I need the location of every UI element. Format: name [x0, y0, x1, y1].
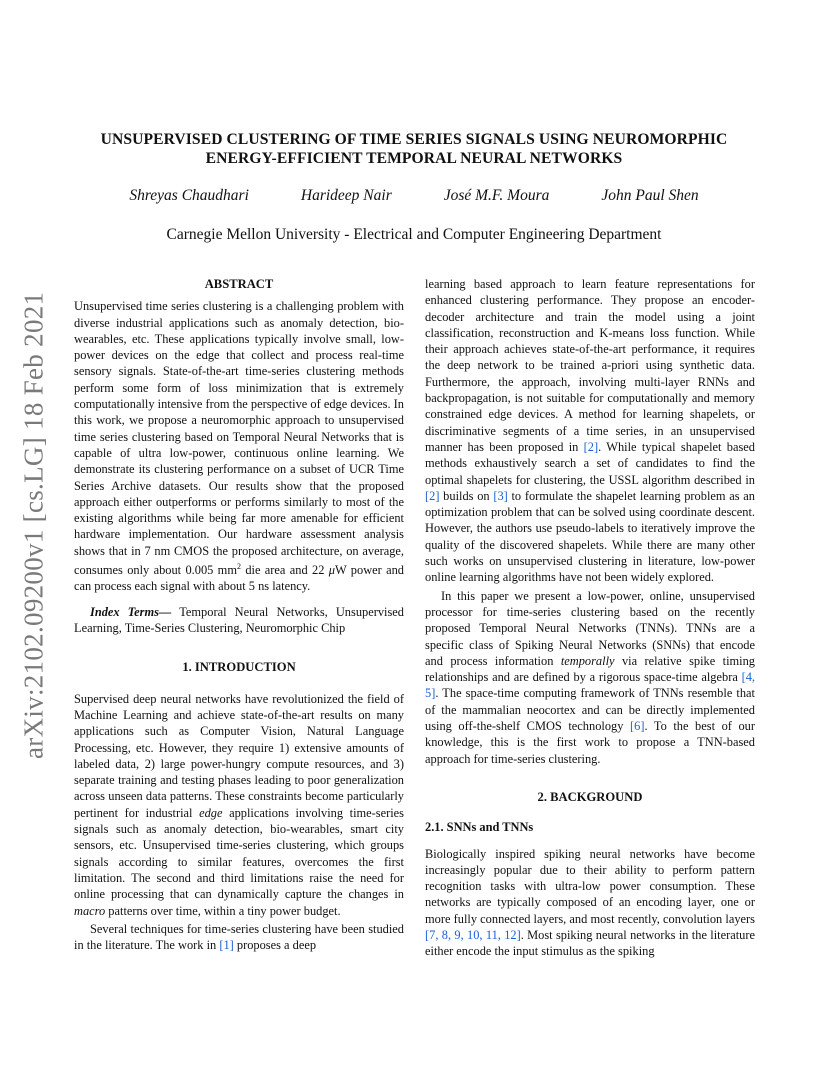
- paragraph-text: Biologically inspired spiking neural networks have become increasingly popular due to their ability to perform pattern recognition tasks with ultra-low power consumption. These networks are typically composed of an encoding layer, one or more fully connected layers, and most recently, convolution layers: [425, 846, 755, 926]
- abstract-text-part: Unsupervised time series clustering is a challenging problem with diverse industrial applications such as anomaly detection, bio-wearables, etc. These applications typically involve small, low-power devices on the edge that collect and process real-time sensory signals. State-of-the-art time-series clustering methods perform some form of loss minimization that is extremely computationally intensive from the perspective of edge devices. In this work, we propose a neuromorphic approach to unsupervised time series clustering based on Temporal Neural Networks that is capable of ultra low-power, continuous online learning. We demonstrate its clustering performance on a subset of UCR Time Series Archive datasets. Our results show that the proposed approach either outperforms or performs similarly to most of the existing algorithms while being far more amenable for efficient hardware implementation. Our hardware assessment analysis shows that in 7 nm CMOS the proposed architecture, on average, consumes only about 0.005 mm: [74, 299, 404, 578]
- paragraph-text: to formulate the shapelet learning problem as an optimization problem that can be solved using coordinate descent. However, the authors use pseudo-labels to iteratively improve the quality of the discovered shapelets. While there are many other such works on unsupervised clustering in literature, low-power online learning algorithms have not been widely explored.: [425, 488, 755, 585]
- paragraph-text: via relative spike timing relationships and are defined by a rigorous space-time algebra: [425, 653, 756, 685]
- paragraph-text: . While typical shapelet based methods exhaustively search a set of candidates to find the optimal shapelets for clustering, the USSL algorithm described in: [425, 439, 755, 487]
- right-column: [425, 276, 755, 960]
- paragraph-text: patterns over time, within a tiny power budget.: [105, 903, 341, 918]
- emphasis-text: macro: [74, 903, 106, 918]
- emphasis-text: edge: [199, 805, 223, 820]
- citation-link[interactable]: [4,: [741, 670, 755, 685]
- citation-link[interactable]: 5]: [425, 686, 436, 701]
- index-terms-label: Index Terms—: [90, 604, 172, 619]
- paragraph-text: . The space-time computing framework of TNNs resemble that of the mammalian neocortex and can be directly implemented using off-the-shelf CMOS technology: [425, 686, 755, 734]
- author-name: Shreyas Chaudhari: [129, 187, 249, 204]
- citation-link[interactable]: [2]: [583, 439, 599, 454]
- intro-paragraph-1: [74, 691, 404, 919]
- paragraph-text: . Most spiking neural networks in the literature either encode the input stimulus as the spiking: [425, 927, 755, 959]
- paragraph-text: proposes a deep: [233, 938, 317, 953]
- title-line-2: ENERGY-EFFICIENT TEMPORAL NEURAL NETWORKS: [205, 150, 623, 167]
- index-terms-text: Temporal Neural Networks, Unsupervised Learning, Time-Series Clustering, Neuromorphic Chip: [74, 604, 404, 636]
- citation-link[interactable]: [1]: [219, 938, 234, 953]
- abstract-text-part: die area and 22: [240, 563, 329, 578]
- paragraph-text: Supervised deep neural networks have revolutionized the field of Machine Learning and achieve state-of-the-art results on many applications such as Computer Vision, Natural Language Processing, etc. However, they require 1) extensive amounts of labeled data, 2) large power-hungry compute resources, and 3) separate training and testing phases leading to poor generalization across unseen data patterns. These constraints become particularly pertinent for industrial: [74, 691, 404, 820]
- index-terms: [74, 604, 404, 637]
- paragraph-text: learning based approach to learn feature representations for enhanced clustering performance. They propose an encoder-decoder architecture and train the model using a joint classification, reconstruction and K-means loss function. While their approach achieves state-of-the-art performance, it requires the deep network to be trained a-priori using synthetic data. Furthermore, the approach, involving multi-layer RNNs and backpropagation, is not suitable for computationally and memory constrained edge devices. A method for learning shapelets, or discriminative segments of a time series, in an unsupervised manner has been proposed in: [425, 277, 755, 454]
- intro-paragraph-3: [425, 588, 755, 767]
- left-column: [74, 276, 404, 953]
- subsection-heading-snns-tnns: 2.1. SNNs and TNNs: [425, 820, 534, 835]
- paragraph-text: applications involving time-series signals such as anomaly detection, bio-wearables, smart city sensors, etc. Unsupervised time-series clustering, which groups signals according to similar features, overcomes the first limitation. The second and third limitations raise the need for online processing that can dynamically capture the changes in: [74, 805, 404, 902]
- paragraph-text: . To the best of our knowledge, this is the first work to propose a TNN-based approach for time-series clustering.: [425, 719, 755, 766]
- intro-paragraph-2-continued: [425, 276, 755, 586]
- abstract-text-part: W power and can process each signal with about 5 ns latency.: [74, 563, 404, 594]
- mu-symbol: μ: [328, 563, 335, 578]
- affiliation: Carnegie Mellon University - Electrical and Computer Engineering Department: [166, 226, 662, 243]
- title-line-1: UNSUPERVISED CLUSTERING OF TIME SERIES SIGNALS USING NEUROMORPHIC: [100, 131, 728, 148]
- citation-link[interactable]: [7, 8, 9, 10, 11, 12]: [425, 927, 521, 942]
- section-heading-background: 2. BACKGROUND: [537, 789, 643, 804]
- background-paragraph-1: [425, 846, 755, 960]
- citation-link[interactable]: [3]: [493, 488, 508, 503]
- paragraph-text: In this paper we present a low-power, online, unsupervised processor for time-series clustering based on the recently proposed Temporal Neural Networks (TNNs). TNNs are a specific class of Spiking Neural Networks (SNNs) that encode and process information: [425, 588, 755, 668]
- citation-link[interactable]: [6]: [630, 719, 645, 734]
- author-name: Harideep Nair: [300, 187, 392, 204]
- paragraph-text: builds on: [439, 488, 494, 503]
- citation-link[interactable]: [2]: [425, 488, 440, 503]
- abstract-text: [74, 298, 404, 594]
- author-name: José M.F. Moura: [443, 187, 550, 204]
- author-name: John Paul Shen: [601, 187, 699, 204]
- arxiv-identifier: arXiv:2102.09200v1 [cs.LG] 18 Feb 2021: [18, 291, 49, 759]
- paper-title: [74, 130, 754, 168]
- emphasis-text: temporally: [560, 653, 615, 668]
- paragraph-text: Several techniques for time-series clustering have been studied in the literature. The work in: [74, 921, 404, 953]
- abstract-heading: ABSTRACT: [204, 277, 274, 291]
- author-list: [74, 187, 754, 205]
- section-heading-introduction: 1. INTRODUCTION: [182, 660, 296, 675]
- intro-paragraph-2-start: [74, 921, 404, 954]
- superscript: 2: [236, 562, 241, 572]
